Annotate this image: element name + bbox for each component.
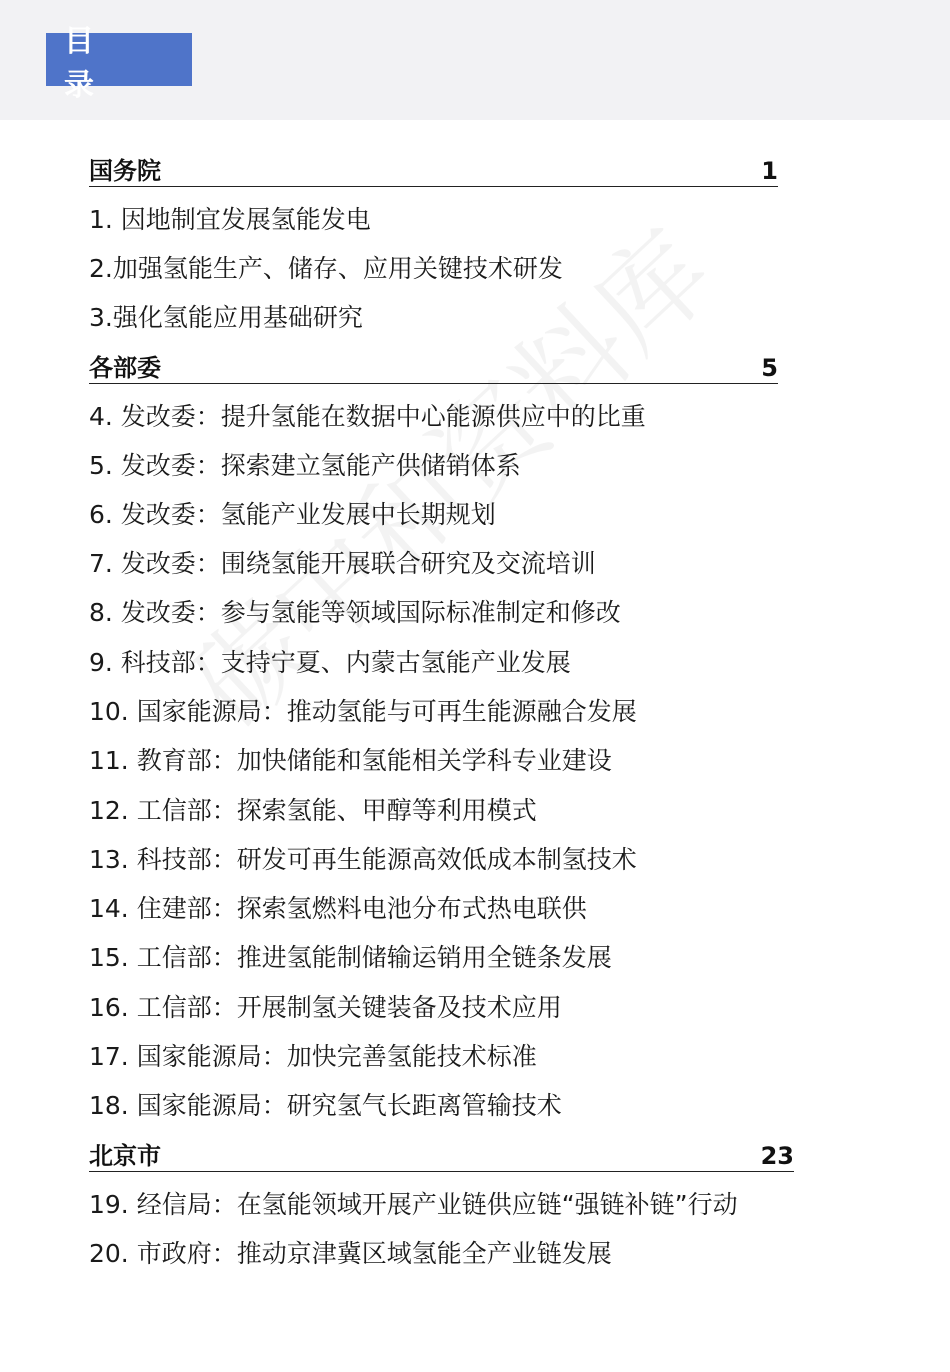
toc-entry[interactable]: 16. 工信部：开展制氢关键装备及技术应用 <box>89 993 562 1022</box>
toc-entry[interactable]: 10. 国家能源局：推动氢能与可再生能源融合发展 <box>89 697 637 726</box>
toc-entry[interactable]: 13. 科技部：研发可再生能源高效低成本制氢技术 <box>89 845 637 874</box>
toc-entry[interactable]: 6. 发改委：氢能产业发展中长期规划 <box>89 500 496 529</box>
toc-section-guowuyuan[interactable] <box>89 152 778 187</box>
toc-entry[interactable]: 18. 国家能源局：研究氢气长距离管输技术 <box>89 1091 562 1120</box>
section-page-number: 23 <box>760 1142 794 1170</box>
toc-title-badge: 目 录 <box>46 33 192 86</box>
toc-entry[interactable]: 8. 发改委：参与氢能等领域国际标准制定和修改 <box>89 598 621 627</box>
toc-entry[interactable]: 19. 经信局：在氢能领域开展产业链供应链“强链补链”行动 <box>89 1190 738 1219</box>
toc-entry[interactable]: 12. 工信部：探索氢能、甲醇等利用模式 <box>89 796 537 825</box>
section-title: 各部委 <box>89 354 161 382</box>
toc-entry[interactable]: 4. 发改委：提升氢能在数据中心能源供应中的比重 <box>89 402 646 431</box>
toc-entry[interactable]: 17. 国家能源局：加快完善氢能技术标准 <box>89 1042 537 1071</box>
toc-entry[interactable]: 15. 工信部：推进氢能制储输运销用全链条发展 <box>89 943 612 972</box>
section-page-number: 5 <box>761 354 778 382</box>
toc-entry[interactable]: 20. 市政府：推动京津冀区域氢能全产业链发展 <box>89 1239 612 1268</box>
toc-entry[interactable]: 3.强化氢能应用基础研究 <box>89 303 363 332</box>
section-title: 北京市 <box>89 1142 161 1170</box>
toc-entry[interactable]: 1. 因地制宜发展氢能发电 <box>89 205 371 234</box>
toc-section-bubuwei[interactable] <box>89 349 778 384</box>
toc-section-beijing[interactable] <box>89 1137 794 1172</box>
toc-entry[interactable]: 5. 发改委：探索建立氢能产供储销体系 <box>89 451 521 480</box>
section-page-number: 1 <box>761 157 778 185</box>
toc-entry[interactable]: 9. 科技部：支持宁夏、内蒙古氢能产业发展 <box>89 648 571 677</box>
toc-entry[interactable]: 14. 住建部：探索氢燃料电池分布式热电联供 <box>89 894 587 923</box>
toc-entry[interactable]: 2.加强氢能生产、储存、应用关键技术研发 <box>89 254 563 283</box>
toc-entry[interactable]: 7. 发改委：围绕氢能开展联合研究及交流培训 <box>89 549 596 578</box>
toc-entry[interactable]: 11. 教育部：加快储能和氢能相关学科专业建设 <box>89 746 612 775</box>
section-title: 国务院 <box>89 157 161 185</box>
